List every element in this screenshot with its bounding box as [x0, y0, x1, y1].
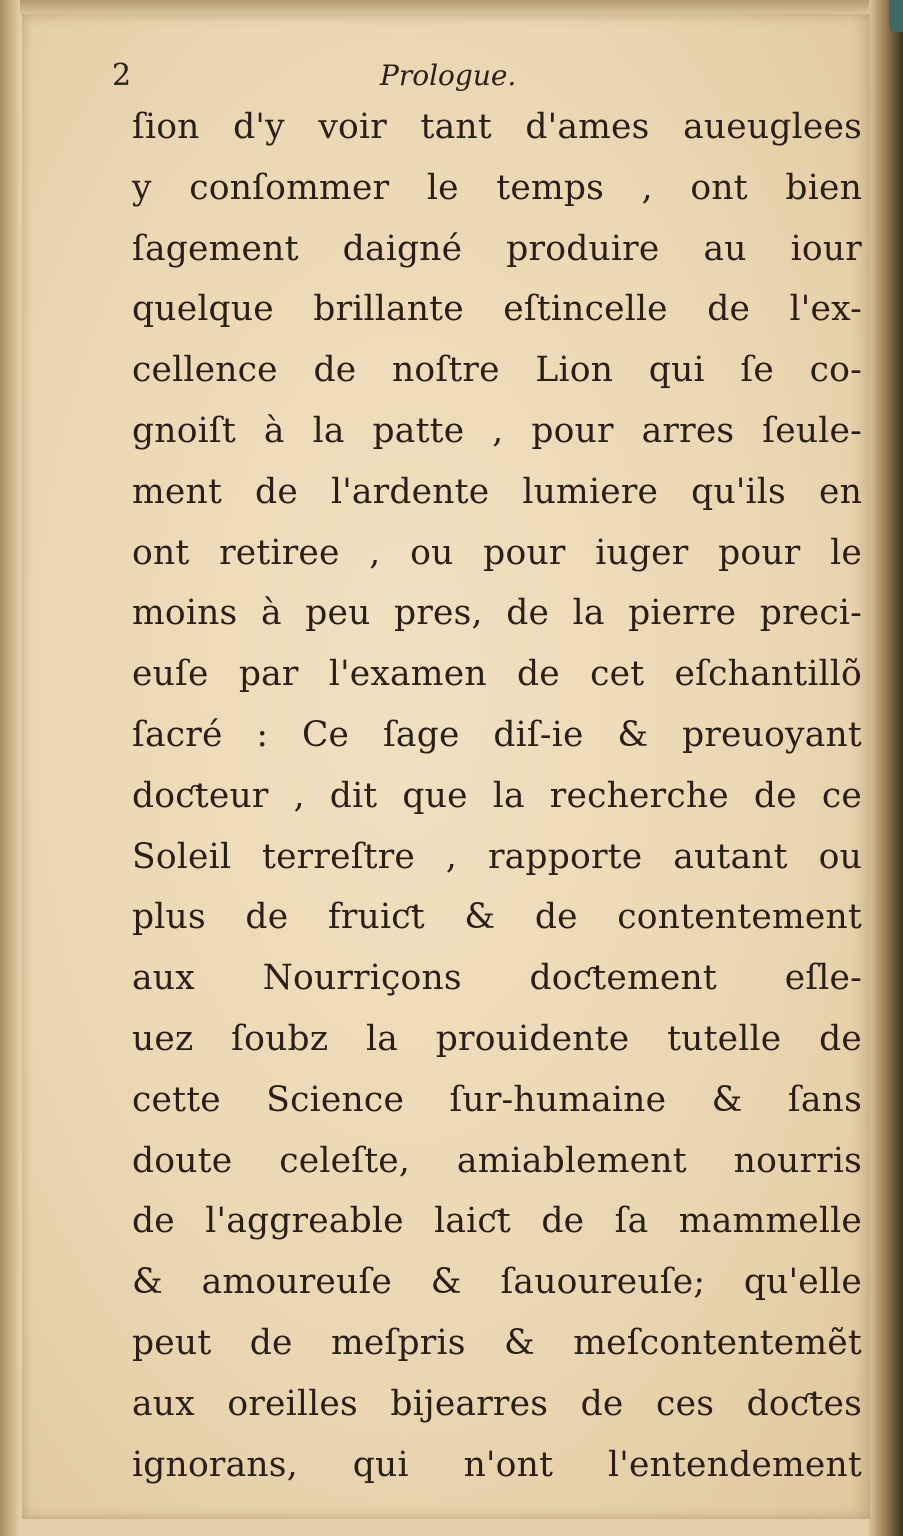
bookmark-ribbon [889, 0, 903, 32]
text-line: cellence de noſtre Lion qui ſe co- [132, 350, 862, 391]
text-line: aux Nourriçons doƈtement eſle- [132, 958, 862, 999]
text-line: moins à peu pres, de la pierre preci- [132, 593, 862, 634]
text-line: quelque brillante eſtincelle de l'ex- [132, 289, 862, 330]
text-line: ont retiree , ou pour iuger pour le [132, 532, 862, 573]
text-line: peut de meſpris & meſcontentemẽt [132, 1322, 862, 1363]
text-line: ſacré : Ce ſage diſ-ie & preuoyant [132, 714, 862, 755]
book-page [22, 14, 870, 1519]
text-line: ſagement daigné produire au iour [132, 228, 862, 269]
text-line: ignorans, qui n'ont l'entendement [132, 1444, 862, 1485]
text-line: plus de fruiƈt & de contentement [132, 897, 862, 938]
text-line: cette Science ſur-humaine & ſans [132, 1079, 862, 1120]
page-header [112, 54, 832, 98]
book-spine-edge [869, 0, 903, 1536]
text-line: de l'aggreable laiƈt de ſa mammelle [132, 1201, 862, 1242]
text-line: ment de l'ardente lumiere qu'ils en [132, 471, 862, 512]
text-line: Soleil terreſtre , rapporte autant ou [132, 836, 862, 877]
page-left-edge [0, 0, 20, 1536]
page-body-text [132, 97, 862, 1495]
text-line: gnoiſt à la patte , pour arres ſeule- [132, 410, 862, 451]
text-line: uez ſoubz la prouidente tutelle de [132, 1018, 862, 1059]
text-line: aux oreilles bijearres de ces doƈtes [132, 1383, 862, 1424]
running-title: Prologue. [380, 59, 517, 92]
page-number: 2 [112, 58, 132, 93]
text-line: ſion d'y voir tant d'ames aueuglees [132, 107, 862, 147]
text-line: doute celeſte, amiablement nourris [132, 1140, 862, 1181]
text-line: & amoureuſe & ſauoureuſe; qu'elle [132, 1262, 862, 1303]
text-line: y conſommer le temps , ont bien [132, 167, 862, 208]
text-line: doƈteur , dit que la recherche de ce [132, 775, 862, 816]
text-line: euſe par l'examen de cet eſchantillõ [132, 654, 862, 695]
